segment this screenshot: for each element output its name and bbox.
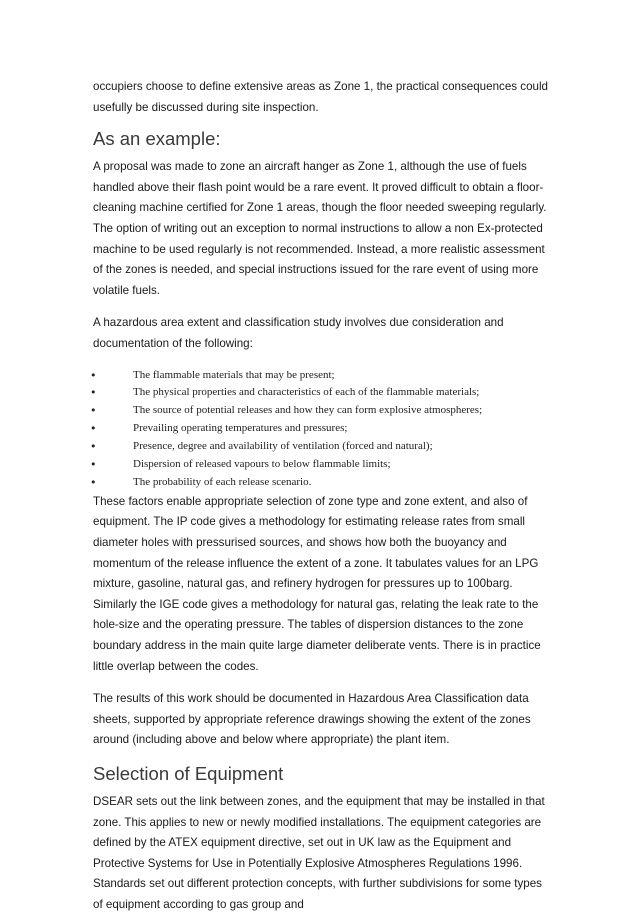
bullet-icon: • <box>90 368 97 382</box>
bullet-icon: • <box>90 422 97 436</box>
list-item: • The probability of each release scenario. <box>0 474 550 492</box>
list-item: • The flammable materials that may be present; <box>0 367 550 385</box>
equipment-heading: Selection of Equipment <box>93 763 284 784</box>
equipment-paragraph: DSEAR sets out the link between zones, and the equipment that may be installed in that zone. This applies to new or newly modified installations. The equipment categories are defined by the ATEX equipment directive, set out in UK law as the Equipment and Protective Systems for Use in Potentially Explosive Atmospheres Regulations 1996. Standards set out different protection concepts, with further subdivisions for some types of equipment according to gas group and <box>93 795 545 911</box>
bullet-icon: • <box>90 458 97 472</box>
example-paragraph: A proposal was made to zone an aircraft hanger as Zone 1, although the use of fuels handled above their flash point would be a rare event. It proved difficult to obtain a floor-cleaning machine certified for Zone 1 areas, though the floor needed sweeping regularly. The option of writing out an exception to normal instructions to allow a non Ex-protected machine to be used regularly is not recommended. Instead, a more realistic assessment of the zones is needed, and special instructions issued for the rare event of using more volatile fuels. <box>93 160 547 297</box>
bullet-icon: • <box>90 404 97 418</box>
intro-continuation-paragraph: occupiers choose to define extensive areas as Zone 1, the practical consequences could usefully be discussed during site inspection. <box>93 80 549 114</box>
list-item: • Prevailing operating temperatures and pressures; <box>0 420 550 438</box>
bullet-icon: • <box>90 475 97 489</box>
list-item: • The physical properties and characteristics of each of the flammable materials; <box>0 384 550 402</box>
example-heading: As an example: <box>93 128 221 150</box>
study-intro-paragraph: A hazardous area extent and classification study involves due consideration and documentation of the following: <box>93 316 504 350</box>
factors-list <box>0 367 550 492</box>
factors-discussion-paragraph: These factors enable appropriate selection of zone type and zone extent, and also of equipment. The IP code gives a methodology for estimating release rates from small diameter holes with pressurised sources, and shows how both the buoyancy and momentum of the release influence the extent of a zone. It tabulates values for an LPG mixture, gasoline, natural gas, and refinery hydrogen for pressures up to 100barg. Similarly the IGE code gives a methodology for natural gas, relating the leak rate to the hole-size and the operating pressure. The tables of dispersion distances to the zone boundary address in the main quite large diameter deliberate vents. There is in practice little overlap between the codes. <box>93 494 541 673</box>
documentation-paragraph: The results of this work should be documented in Hazardous Area Classification data sheets, supported by appropriate reference drawings showing the extent of the zones around (including above and below where appropriate) the plant item. <box>93 692 531 747</box>
bullet-icon: • <box>90 386 97 400</box>
list-item: • Presence, degree and availability of ventilation (forced and natural); <box>0 438 550 456</box>
list-item: • Dispersion of released vapours to below flammable limits; <box>0 456 550 474</box>
bullet-icon: • <box>90 440 97 454</box>
list-item: • The source of potential releases and how they can form explosive atmospheres; <box>0 402 550 420</box>
